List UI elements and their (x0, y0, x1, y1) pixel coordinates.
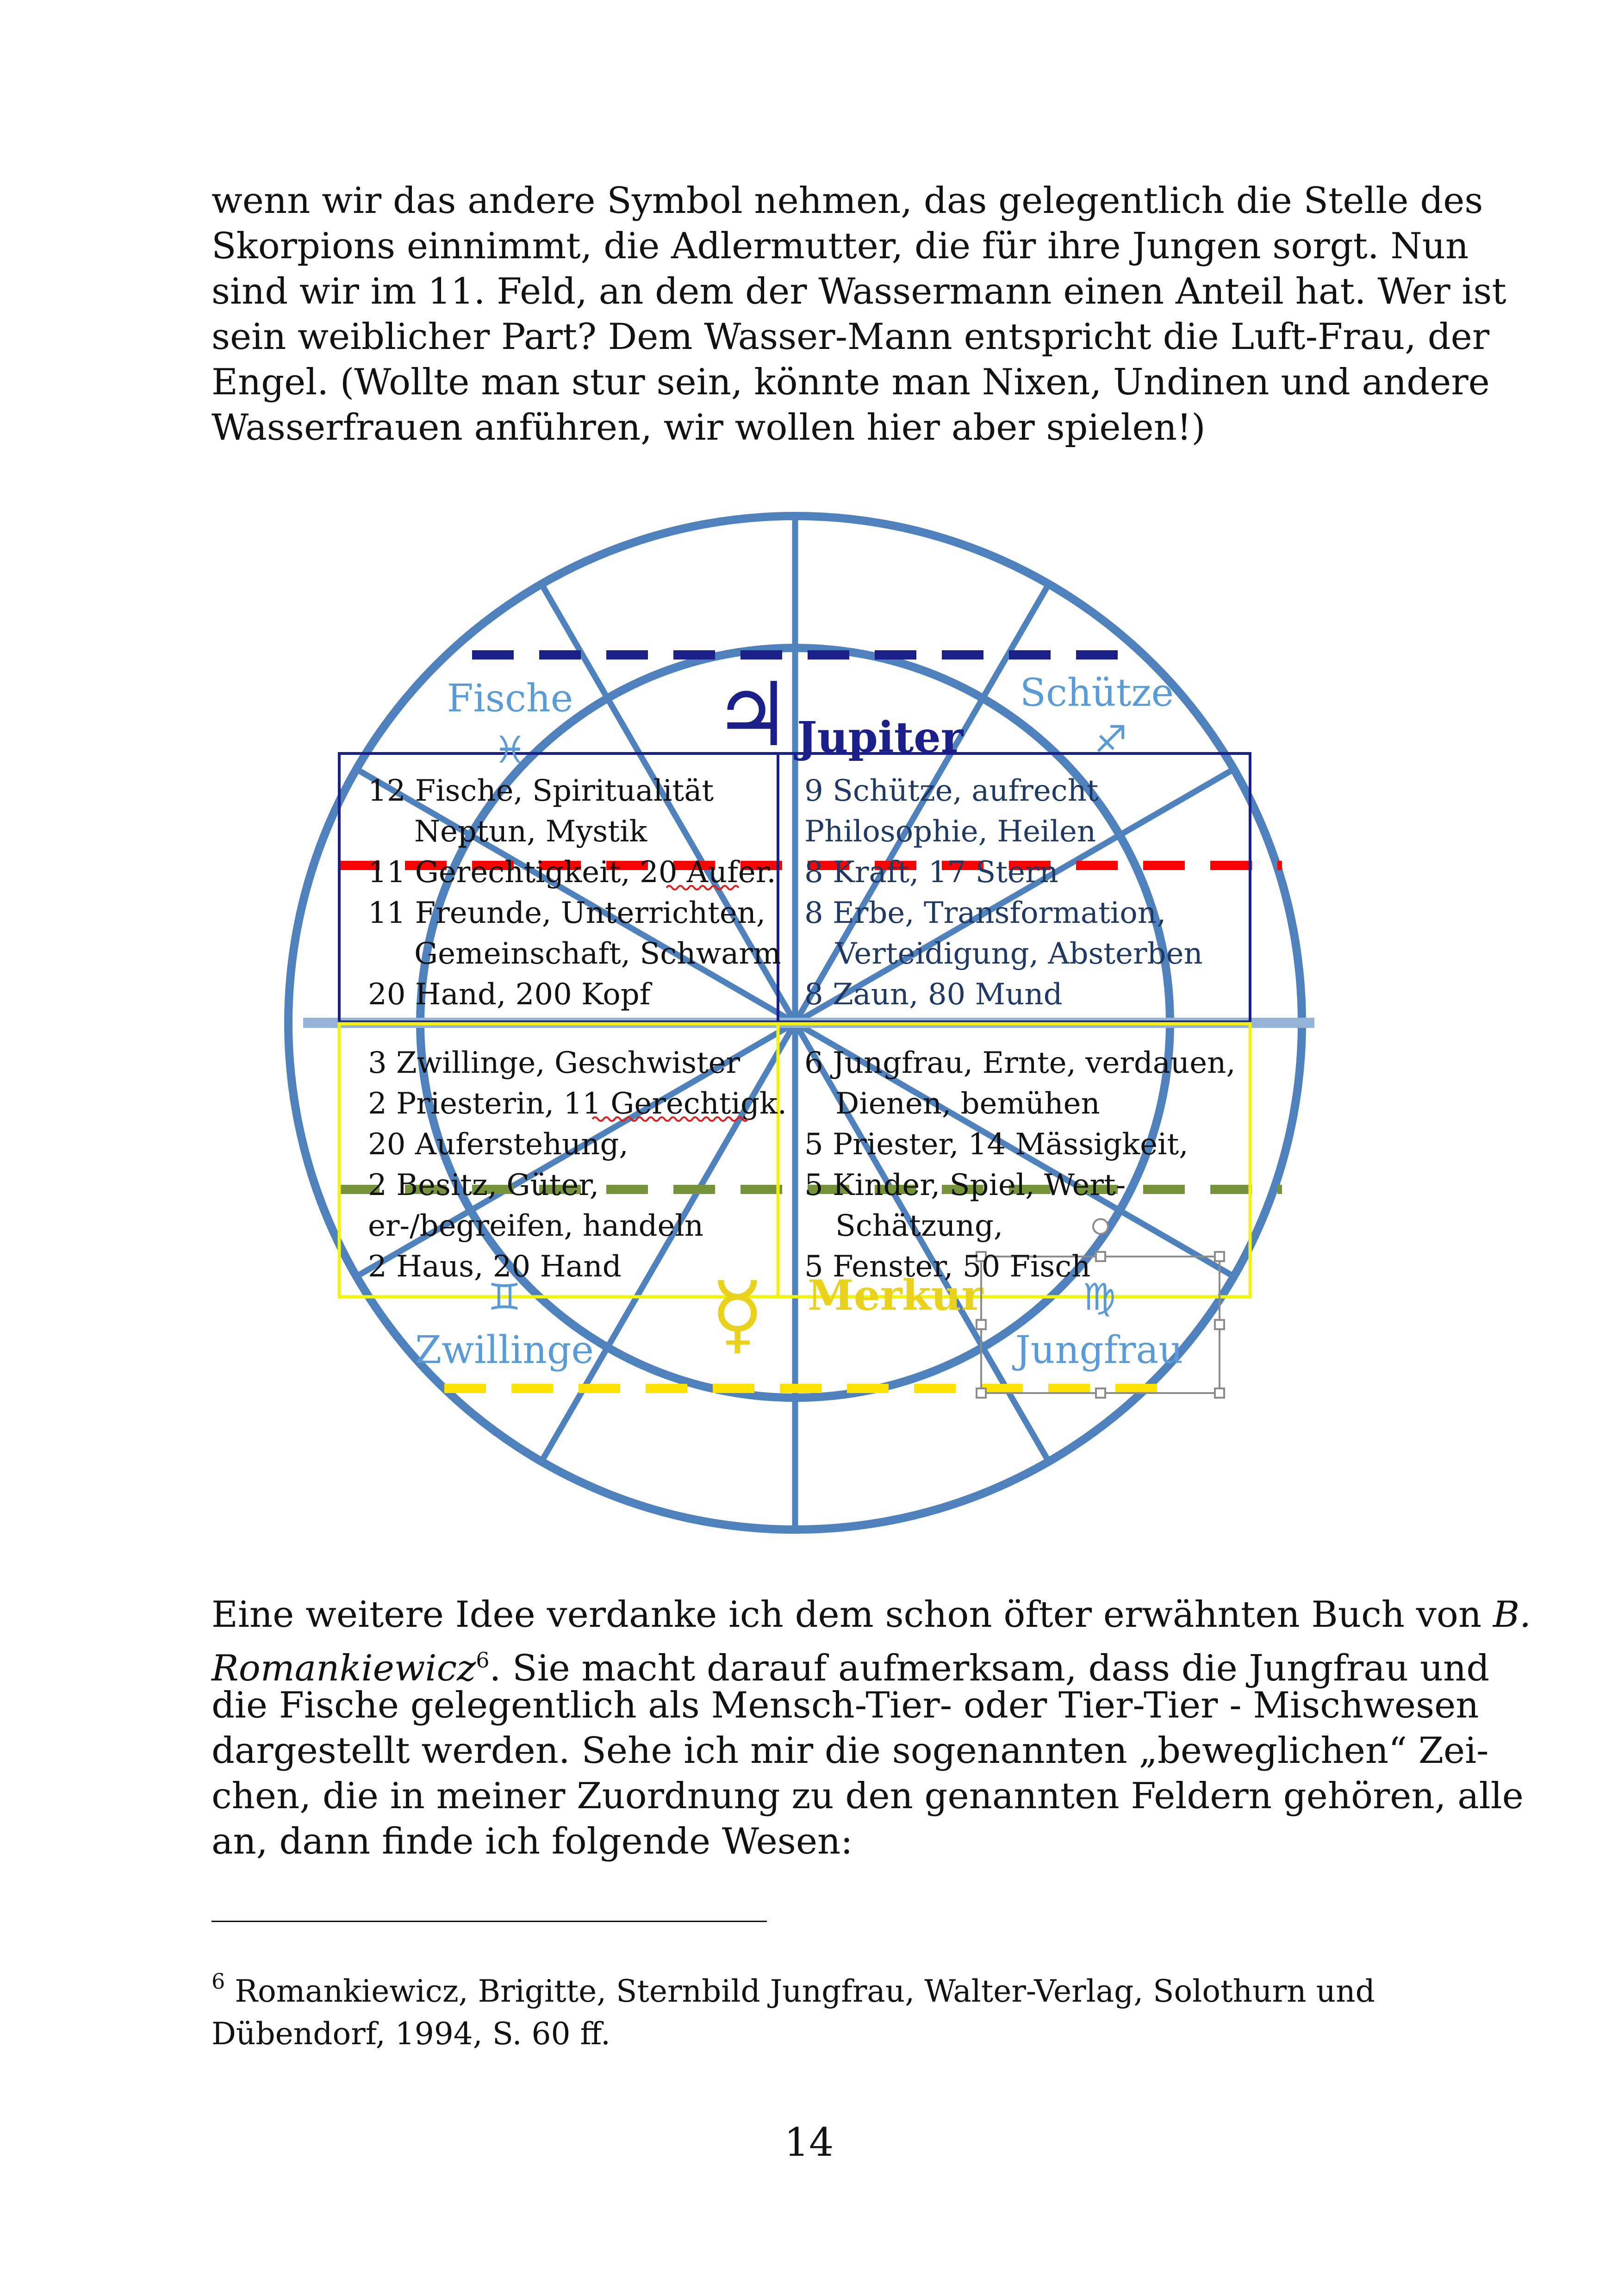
box-line: Verteidigung, Absterben (835, 937, 1203, 971)
box-line: Gemeinschaft, Schwarm (414, 937, 781, 971)
paragraph-line (212, 1592, 1531, 1637)
box-line: 6 Jungfrau, Ernte, verdauen, (804, 1046, 1236, 1080)
box-line: 11 Gerechtigkeit, 20 Aufer. (368, 855, 776, 890)
cited-author: Romankiewicz (212, 1648, 476, 1689)
paragraph-line: Skorpions einnimmt, die Adlermutter, die für ihre Jungen sorgt. Nun (212, 225, 1469, 267)
paragraph-line: dargestellt werden. Sehe ich mir die sogenannten „beweglichen“ Zei- (212, 1730, 1489, 1772)
box-line: 3 Zwillinge, Geschwister (368, 1046, 741, 1080)
footnote-reference[interactable]: 6 (476, 1648, 490, 1673)
rotate-handle (1093, 1219, 1108, 1234)
box-line: 2 Haus, 20 Hand (368, 1250, 622, 1284)
sign-label-zwillinge: Zwillinge (415, 1328, 594, 1372)
sign-label-fische: Fische (447, 677, 573, 721)
box-line: er-/begreifen, handeln (368, 1209, 703, 1243)
box-line: 2 Besitz, Güter, (368, 1168, 599, 1202)
paragraph-line (212, 1637, 1490, 1689)
box-line: Neptun, Mystik (414, 815, 647, 849)
selection-handle (1215, 1252, 1224, 1261)
paragraph-line: chen, die in meiner Zuordnung zu den genannten Feldern gehören, alle (212, 1775, 1524, 1817)
footnote-line: Dübendorf, 1994, S. 60 ff. (212, 2016, 611, 2052)
sign-label-schuetze: Schütze (1020, 671, 1174, 715)
box-line: 20 Auferstehung, (368, 1127, 629, 1162)
box-line: 20 Hand, 200 Kopf (368, 977, 651, 1012)
selection-handle (1215, 1320, 1224, 1329)
footnote (212, 1960, 1378, 2055)
box-line: Dienen, bemühen (835, 1087, 1100, 1121)
pisces-icon: ♓ (493, 728, 527, 772)
box-line: 5 Priester, 14 Mässigkeit, (804, 1127, 1189, 1162)
paragraph-line: Wasserfrauen anführen, wir wollen hier aber spielen!) (212, 407, 1206, 448)
footnote-text: Romankiewicz, Brigitte, Sternbild Jungfrau, Walter-Verlag, Solothurn und (225, 1973, 1375, 2009)
box-line: 8 Kraft, 17 Stern (804, 855, 1058, 890)
paragraph-1 (212, 178, 1506, 450)
box-line: 2 Priesterin, 11 Gerechtigk. (368, 1087, 787, 1121)
paragraph-line: die Fische gelegentlich als Mensch-Tier- oder Tier-Tier - Mischwesen (212, 1685, 1479, 1726)
footnote-marker: 6 (212, 1969, 225, 1994)
box-line: 8 Zaun, 80 Mund (804, 977, 1063, 1012)
page-number: 14 (784, 2120, 834, 2165)
box-line: 9 Schütze, aufrecht (804, 774, 1099, 808)
box-line: Philosophie, Heilen (804, 815, 1096, 849)
box-line: 12 Fische, Spiritualität (368, 774, 714, 808)
box-line: 5 Kinder, Spiel, Wert- (804, 1168, 1126, 1202)
sign-label-jungfrau: Jungfrau (1015, 1328, 1183, 1372)
box-line: 5 Fenster, 50 Fisch (804, 1250, 1091, 1284)
selection-handle (977, 1320, 986, 1329)
virgo-icon: ♍ (1083, 1276, 1116, 1319)
gemini-icon: ♊ (488, 1276, 521, 1319)
footnote-line (212, 1960, 1378, 2013)
paragraph-2 (212, 1592, 1531, 1864)
paragraph-text: Eine weitere Idee verdanke ich dem schon öfter erwähnten Buch von (212, 1594, 1493, 1636)
paragraph-line: wenn wir das andere Symbol nehmen, das gelegentlich die Stelle des (212, 180, 1483, 222)
italic-initial: B. (1493, 1594, 1531, 1636)
box-line: 8 Erbe, Transformation, (804, 896, 1166, 930)
paragraph-text: . Sie macht darauf aufmerksam, dass die Jungfrau und (489, 1648, 1490, 1689)
box-line: 11 Freunde, Unterrichten, (368, 896, 766, 930)
selection-handle (1096, 1252, 1105, 1261)
footnote-separator (212, 1921, 767, 1922)
selection-handle (1096, 1388, 1105, 1398)
paragraph-line: sein weiblicher Part? Dem Wasser-Mann entspricht die Luft-Frau, der (212, 316, 1490, 358)
box-line: Schätzung, (835, 1209, 1003, 1243)
paragraph-line: sind wir im 11. Feld, an dem der Wassermann einen Anteil hat. Wer ist (212, 271, 1506, 312)
mercury-icon: ☿ (710, 1263, 765, 1365)
sagittarius-icon: ♐ (1094, 718, 1127, 761)
jupiter-icon: ♃ (713, 664, 792, 766)
paragraph-line: an, dann finde ich folgende Wesen: (212, 1821, 853, 1862)
selection-handle (977, 1388, 986, 1398)
paragraph-line: Engel. (Wollte man stur sein, könnte man Nixen, Undinen und andere (212, 361, 1490, 403)
jupiter-label: Jupiter (797, 712, 964, 762)
mercury-label: Merkur (808, 1271, 983, 1320)
selection-handle (1215, 1388, 1224, 1398)
